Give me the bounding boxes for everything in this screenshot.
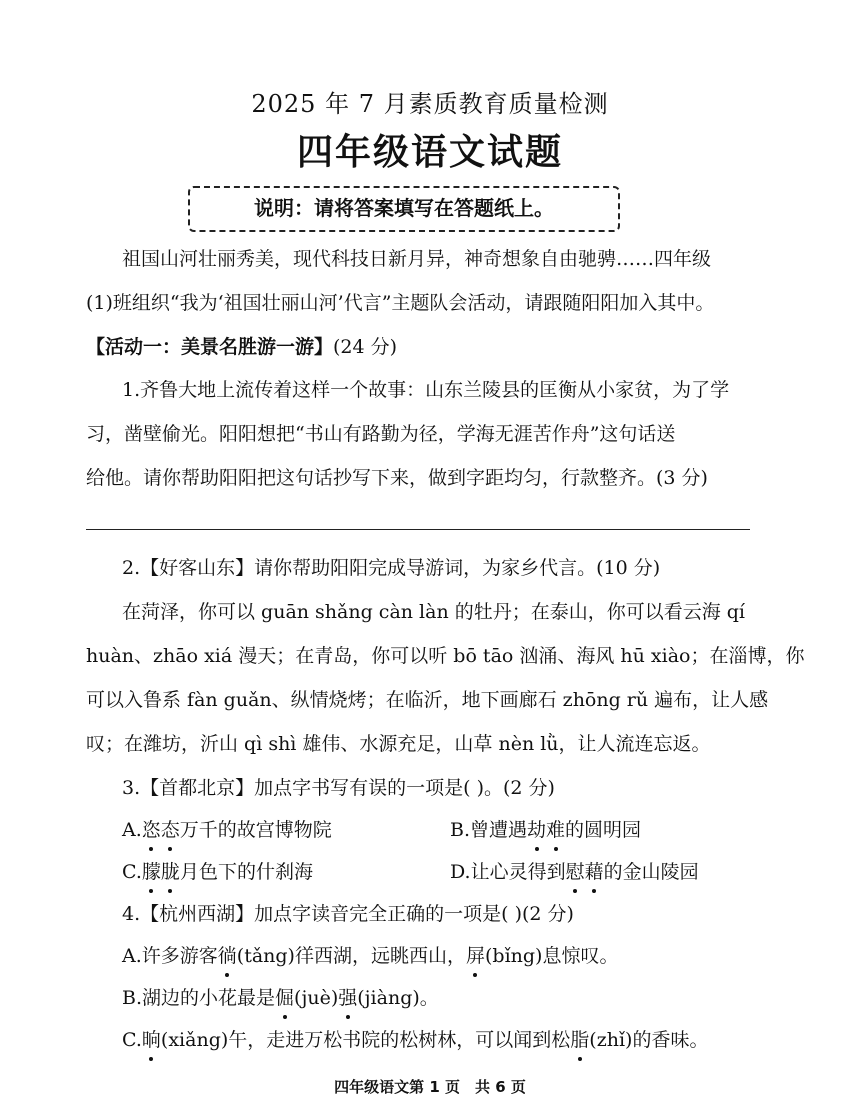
q3-d-prefix: D.让心灵得到 (450, 861, 566, 883)
q4-b-prefix: B.湖边的小花最是 (122, 987, 276, 1009)
q3-a-suffix: 万千的故宫博物院 (179, 819, 332, 841)
q3-option-d[interactable] (450, 857, 770, 887)
q4-b-dotted-char: 强 (338, 983, 357, 1013)
q3-d-dotted-char: 慰 (566, 857, 585, 887)
q2-line-2: 在菏泽，你可以 guān shǎng càn làn 的牡丹；在泰山，你可以看云海 qí (122, 601, 746, 623)
q2-line-1: 2.【好客山东】请你帮助阳阳完成导游词，为家乡代言。(10 分) (122, 557, 661, 579)
q4-option-c[interactable] (122, 1025, 812, 1055)
q4-a-middle: (tǎng)徉西湖，远眺西山， (236, 945, 466, 967)
page-footer: 四年级语文第 1 页 共 6 页 (334, 1078, 526, 1096)
q3-c-dotted-char: 朦 (142, 857, 161, 887)
q4-c-middle: (xiǎng)午，走进万松书院的松树林，可以闻到松 (160, 1029, 571, 1051)
q3-c-prefix: C. (122, 861, 142, 883)
q4-stem: 4.【杭州西湖】加点字读音完全正确的一项是( )(2 分) (122, 903, 574, 925)
q4-a-dotted-char: 屏 (466, 941, 485, 971)
exam-title: 四年级语文试题 (296, 132, 563, 173)
activity-1-heading: 【活动一：美景名胜游一游】 (86, 336, 334, 358)
activity-1-header (86, 332, 776, 362)
q3-d-suffix: 的金山陵园 (603, 861, 699, 883)
q3-b-dotted-char: 劫 (527, 815, 546, 845)
q3-b-dotted-char: 难 (546, 815, 565, 845)
q4-b-suffix: (jiàng)。 (357, 987, 439, 1009)
intro-line-2: (1)班组织“我为‘祖国壮丽山河’代言”主题队会活动，请跟随阳阳加入其中。 (86, 292, 715, 314)
q3-stem: 3.【首都北京】加点字书写有误的一项是( )。(2 分) (122, 777, 555, 799)
q3-a-dotted-char: 恣 (142, 815, 161, 845)
q1-answer-line[interactable] (86, 529, 750, 530)
q3-d-dotted-char: 藉 (585, 857, 604, 887)
q1-line-1: 1.齐鲁大地上流传着这样一个故事：山东兰陵县的匡衡从小家贫，为了学 (122, 379, 730, 401)
q4-c-suffix: (zhǐ)的香味。 (589, 1029, 709, 1051)
q3-b-suffix: 的圆明园 (565, 819, 642, 841)
notice-box (188, 186, 620, 232)
q4-b-middle: (juè) (294, 987, 339, 1009)
q1-line-2: 习，凿壁偷光。阳阳想把“书山有路勤为径，学海无涯苦作舟”这句话送 (86, 423, 676, 445)
q2-line-3: huàn、zhāo xiá 漫天；在青岛，你可以听 bō tāo 汹涌、海风 hū xiào；在淄博，你 (86, 645, 805, 667)
q2-line-4: 可以入鲁系 fàn guǎn、纵情烧烤；在临沂，地下画廊石 zhōng rǔ 遍布，让人感 (86, 689, 769, 711)
q3-a-dotted-char: 态 (161, 815, 180, 845)
q4-b-dotted-char: 倔 (275, 983, 294, 1013)
q4-c-prefix: C. (122, 1029, 142, 1051)
q1-line-3: 给他。请你帮助阳阳把这句话抄写下来，做到字距均匀，行款整齐。(3 分) (86, 467, 708, 489)
q3-b-prefix: B.曾遭遇 (450, 819, 528, 841)
q4-option-b[interactable] (122, 983, 812, 1013)
activity-1-score: (24 分) (333, 336, 398, 358)
q3-c-dotted-char: 胧 (161, 857, 180, 887)
q3-option-b[interactable] (450, 815, 770, 845)
q4-option-a[interactable] (122, 941, 812, 971)
q3-c-suffix: 月色下的什刹海 (179, 861, 313, 883)
q4-a-prefix: A.许多游客 (122, 945, 218, 967)
q4-c-dotted-char: 晌 (142, 1025, 161, 1055)
notice-text: 说明：请将答案填写在答题纸上。 (254, 196, 554, 220)
q4-a-suffix: (bǐng)息惊叹。 (485, 945, 619, 967)
q3-a-prefix: A. (122, 819, 142, 841)
q4-a-dotted-char: 徜 (218, 941, 237, 971)
q4-c-dotted-char: 脂 (570, 1025, 589, 1055)
intro-line-1: 祖国山河壮丽秀美，现代科技日新月异，神奇想象自由驰骋……四年级 (122, 248, 712, 270)
exam-subtitle: 2025 年 7 月素质教育质量检测 (251, 90, 609, 118)
q2-line-5: 叹；在潍坊，沂山 qì shì 雄伟、水源充足，山草 nèn lǜ，让人流连忘返。 (86, 733, 711, 755)
